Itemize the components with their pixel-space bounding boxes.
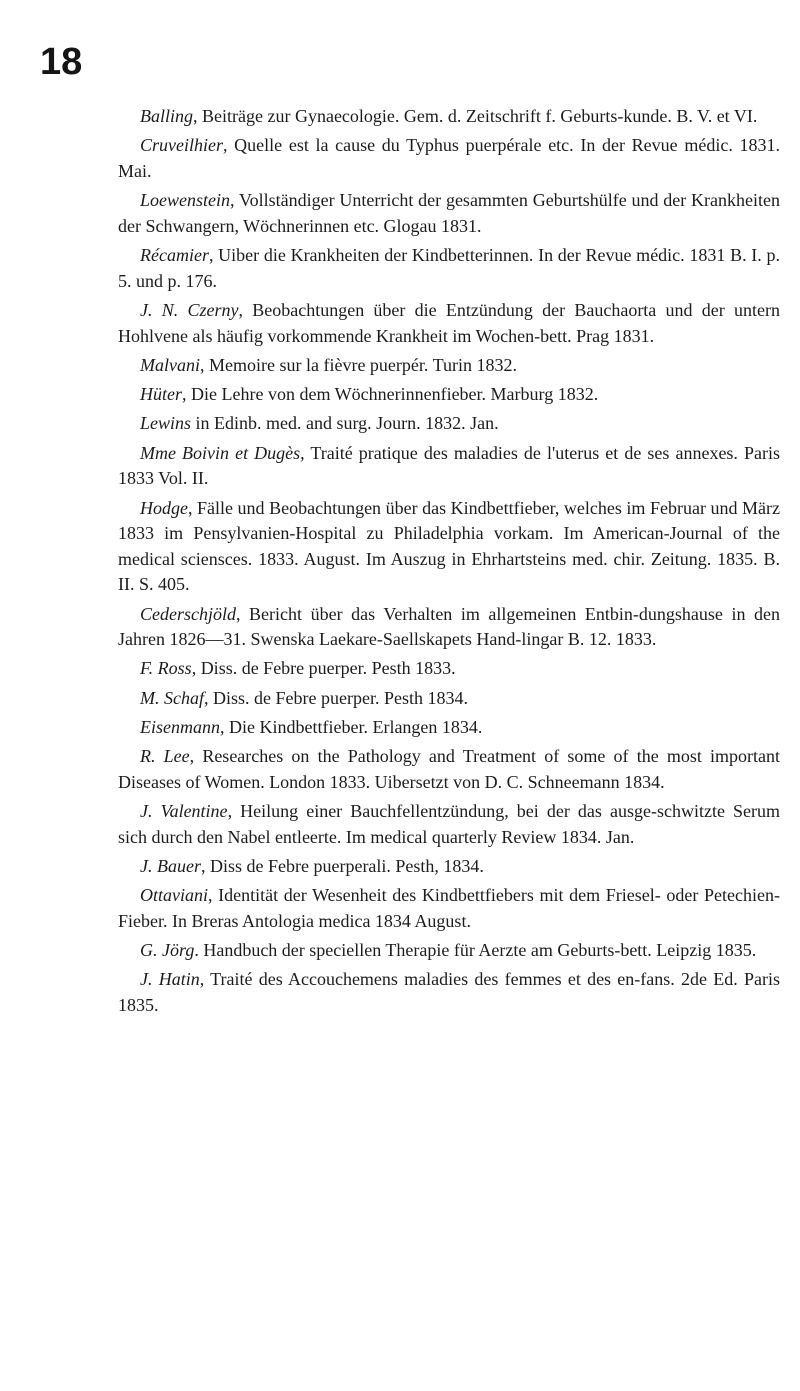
entry-author: Ottaviani bbox=[140, 885, 208, 906]
entry-author: F. Ross bbox=[140, 658, 192, 679]
bibliography-entry bbox=[118, 104, 780, 130]
entry-text: , Identität der Wesenheit des Kindbettfiebers mit dem Friesel- oder Petechien-Fieber. In Breras Antologia medica 1834 August. bbox=[118, 885, 780, 931]
entry-author: Loewenstein bbox=[140, 190, 230, 211]
entry-text: , Quelle est la cause du Typhus puerpérale etc. In der Revue médic. 1831. Mai. bbox=[118, 135, 780, 181]
entry-text: . Handbuch der speciellen Therapie für Aerzte am Geburts-bett. Leipzig 1835. bbox=[194, 940, 757, 961]
entry-author: J. N. Czerny bbox=[140, 299, 239, 320]
entry-author: Malvani bbox=[140, 354, 200, 375]
entry-text: , Diss. de Febre puerper. Pesth 1833. bbox=[191, 658, 456, 679]
bibliography-entry bbox=[118, 883, 780, 934]
entry-text: , Diss de Febre puerperali. Pesth, 1834. bbox=[200, 856, 484, 877]
entry-author: J. Valentine bbox=[140, 801, 228, 822]
bibliography-entry bbox=[118, 188, 780, 239]
entry-text: , Beobachtungen über die Entzündung der Bauchaorta und der untern Hohlvene als häufig vorkommende Krankheit im Wochen-bett. Prag 1831. bbox=[118, 299, 780, 346]
bibliography-list bbox=[118, 104, 780, 1022]
bibliography-entry bbox=[118, 353, 780, 379]
bibliography-entry bbox=[118, 938, 780, 964]
entry-author: J. Hatin bbox=[140, 969, 200, 990]
entry-author: Cederschjöld bbox=[140, 603, 236, 624]
entry-author: Récamier bbox=[140, 245, 209, 266]
bibliography-entry bbox=[118, 382, 780, 408]
entry-text: in Edinb. med. and surg. Journ. 1832. Jan. bbox=[191, 413, 499, 434]
entry-author: Mme Boivin et Dugès bbox=[140, 442, 301, 463]
bibliography-entry bbox=[118, 967, 780, 1018]
entry-author: R. Lee bbox=[140, 746, 190, 767]
entry-text: , Memoire sur la fièvre puerpér. Turin 1832. bbox=[200, 354, 517, 375]
entry-text: , Die Lehre von dem Wöchnerinnenfieber. Marburg 1832. bbox=[182, 384, 599, 405]
page-number: 18 bbox=[40, 41, 83, 83]
entry-author: Balling bbox=[140, 106, 193, 126]
bibliography-entry bbox=[118, 854, 780, 880]
bibliography-entry bbox=[118, 298, 780, 349]
entry-author: G. Jörg bbox=[140, 940, 195, 961]
bibliography-entry bbox=[118, 744, 780, 795]
entry-text: , Traité des Accouchemens maladies des femmes et des en-fans. 2de Ed. Paris 1835. bbox=[118, 969, 780, 1016]
entry-author: J. Bauer bbox=[140, 856, 201, 877]
entry-text: , Heilung einer Bauchfellentzündung, bei der das ausge-schwitzte Serum sich durch den Nabel entleerte. Im medical quarterly Review 1834. Jan. bbox=[118, 801, 781, 847]
bibliography-entry bbox=[118, 686, 780, 712]
bibliography-entry bbox=[118, 441, 780, 492]
entry-author: Cruveilhier bbox=[140, 135, 223, 156]
entry-text: , Uiber die Krankheiten der Kindbetterinnen. In der Revue médic. 1831 B. I. p. 5. und p. 176. bbox=[118, 245, 780, 291]
bibliography-entry bbox=[118, 799, 780, 850]
entry-text: , Diss. de Febre puerper. Pesth 1834. bbox=[203, 687, 468, 708]
entry-text: , Traité pratique des maladies de l'uterus et de ses annexes. Paris 1833 Vol. II. bbox=[118, 442, 780, 489]
entry-author: Eisenmann bbox=[140, 717, 220, 737]
entry-author: M. Schaf bbox=[140, 687, 204, 708]
entry-author: Hodge bbox=[140, 497, 188, 518]
bibliography-entry bbox=[118, 243, 780, 294]
entry-text: , Vollständiger Unterricht der gesammten Geburtshülfe und der Krankheiten der Schwangern, Wöchnerinnen etc. Glogau 1831. bbox=[118, 190, 780, 236]
bibliography-entry bbox=[118, 656, 780, 682]
entry-text: , Researches on the Pathology and Treatment of some of the most important Diseases of Women. London 1833. Uibersetzt von D. C. Schneemann 1834. bbox=[118, 746, 780, 792]
bibliography-entry bbox=[118, 411, 780, 437]
bibliography-entry bbox=[118, 496, 780, 598]
bibliography-entry bbox=[118, 715, 780, 741]
entry-text: , Beiträge zur Gynaecologie. Gem. d. Zeitschrift f. Geburts-kunde. B. V. et VI. bbox=[193, 106, 758, 126]
entry-text: , Fälle und Beobachtungen über das Kindbettfieber, welches im Februar und März 1833 im Pensylvanien-Hospital zu Philadelphia vorkam. Im American-Journal of the medical sciensces. 1833. August. Im Auszug in Ehrhartsteins med. chir. Zeitung. 1835. B. II. S. 405. bbox=[118, 497, 780, 595]
entry-text: , Bericht über das Verhalten im allgemeinen Entbin-dungshause in den Jahren 1826—31. Swenska Laekare-Saellskapets Hand-lingar B. 12. 1833. bbox=[118, 603, 780, 650]
entry-author: Lewins bbox=[140, 413, 192, 434]
bibliography-entry bbox=[118, 602, 780, 653]
entry-text: , Die Kindbettfieber. Erlangen 1834. bbox=[220, 717, 483, 737]
entry-author: Hüter bbox=[140, 384, 182, 405]
bibliography-entry bbox=[118, 133, 780, 184]
